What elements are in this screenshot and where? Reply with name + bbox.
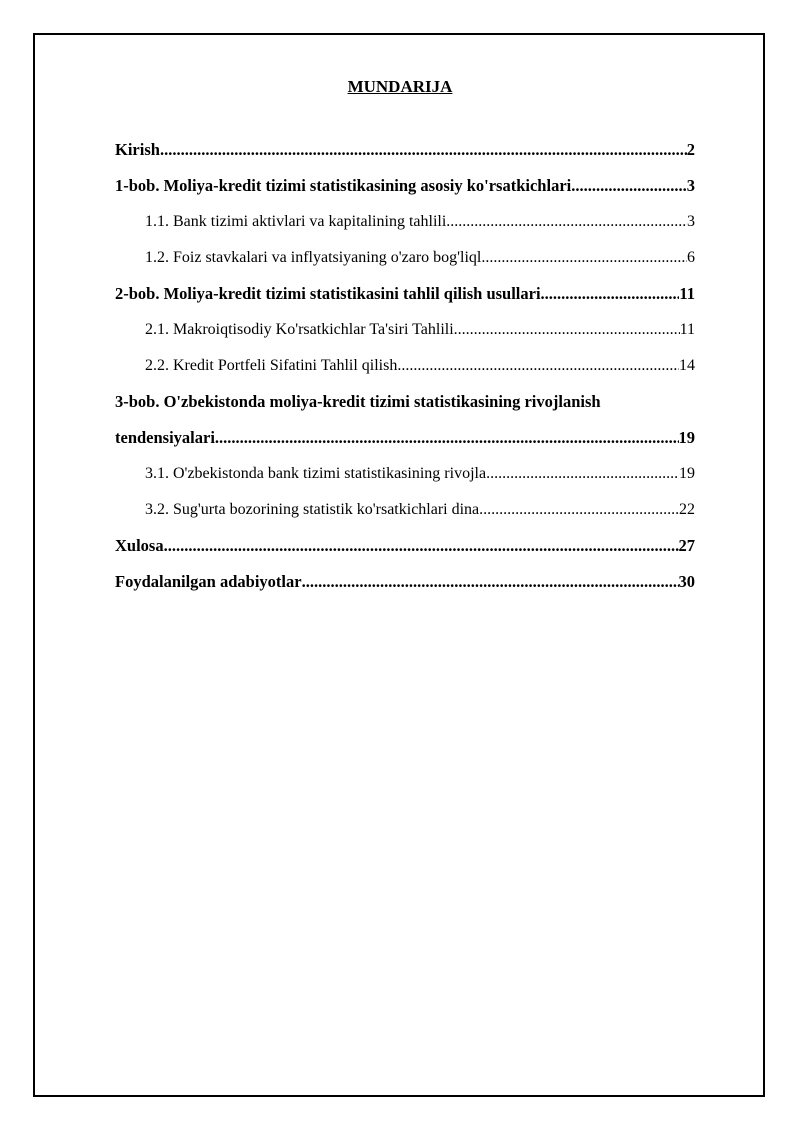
- toc-entry-kirish[interactable]: [115, 132, 695, 168]
- dot-leader: [215, 420, 679, 456]
- dot-leader: [397, 348, 679, 384]
- toc-entry-section-1-2[interactable]: [115, 240, 695, 276]
- toc-page-number: 3: [686, 176, 695, 195]
- toc-entry-chapter-2[interactable]: [115, 276, 695, 312]
- toc-page-number: 3: [687, 213, 695, 230]
- toc-entry-chapter-3[interactable]: [115, 420, 695, 456]
- toc-entry-section-3-1[interactable]: [115, 456, 695, 492]
- toc-page-number: 11: [679, 284, 695, 303]
- toc-entry-label: 1.1. Bank tizimi aktivlari va kapitalining tahlili: [145, 213, 447, 230]
- dot-leader: [479, 492, 679, 528]
- toc-entry-section-1-1[interactable]: [115, 204, 695, 240]
- toc-entry-section-3-2[interactable]: [115, 492, 695, 528]
- toc-entry-adabiyotlar[interactable]: [115, 564, 695, 600]
- toc-entry-xulosa[interactable]: [115, 528, 695, 564]
- toc-page-number: 2: [686, 140, 695, 159]
- dot-leader: [541, 276, 680, 312]
- toc-page-number: 6: [687, 249, 695, 266]
- toc-entry-section-2-2[interactable]: [115, 348, 695, 384]
- toc-page-number: 22: [679, 501, 695, 518]
- dot-leader: [454, 312, 680, 348]
- toc-page-number: 11: [679, 321, 695, 338]
- toc-entry-label: 1-bob. Moliya-kredit tizimi statistikasining asosiy ko'rsatkichlari: [115, 176, 572, 195]
- dot-leader: [164, 528, 679, 564]
- toc-entry-label: 2.2. Kredit Portfeli Sifatini Tahlil qilish: [145, 357, 398, 374]
- dot-leader: [486, 456, 679, 492]
- toc-page-number: 30: [678, 572, 695, 591]
- toc-page-number: 19: [678, 428, 695, 447]
- toc-entry-label: 1.2. Foiz stavkalari va inflyatsiyaning o'zaro bog'liql: [145, 249, 482, 266]
- dot-leader: [571, 168, 687, 204]
- toc-entry-label: Kirish: [115, 140, 160, 159]
- toc-entry-label: 3.2. Sug'urta bozorining statistik ko'rsatkichlari dina: [145, 501, 480, 518]
- toc-entry-label: 2-bob. Moliya-kredit tizimi statistikasini tahlil qilish usullari: [115, 284, 541, 303]
- toc-entry-label: Foydalanilgan adabiyotlar: [115, 572, 302, 591]
- toc-page-number: 14: [679, 357, 695, 374]
- toc-entry-label: 2.1. Makroiqtisodiy Ko'rsatkichlar Ta'siri Tahlili: [145, 321, 454, 338]
- toc-entry-label: tendensiyalari: [115, 428, 215, 447]
- toc-entry-chapter-1[interactable]: [115, 168, 695, 204]
- dot-leader: [160, 132, 687, 168]
- toc-entry-label: Xulosa: [115, 536, 164, 555]
- toc-page-number: 19: [679, 465, 695, 482]
- toc-page-number: 27: [678, 536, 695, 555]
- toc-entry-label: 3.1. O'zbekistonda bank tizimi statistikasining rivojla: [145, 465, 487, 482]
- page-title: MUNDARIJA: [347, 77, 453, 96]
- table-of-contents: [115, 132, 695, 600]
- dot-leader: [302, 564, 679, 600]
- dot-leader: [481, 240, 687, 276]
- toc-entry-section-2-1[interactable]: [115, 312, 695, 348]
- toc-entry-chapter-3-line1[interactable]: 3-bob. O'zbekistonda moliya-kredit tizimi statistikasining rivojlanish: [115, 392, 601, 411]
- dot-leader: [446, 204, 687, 240]
